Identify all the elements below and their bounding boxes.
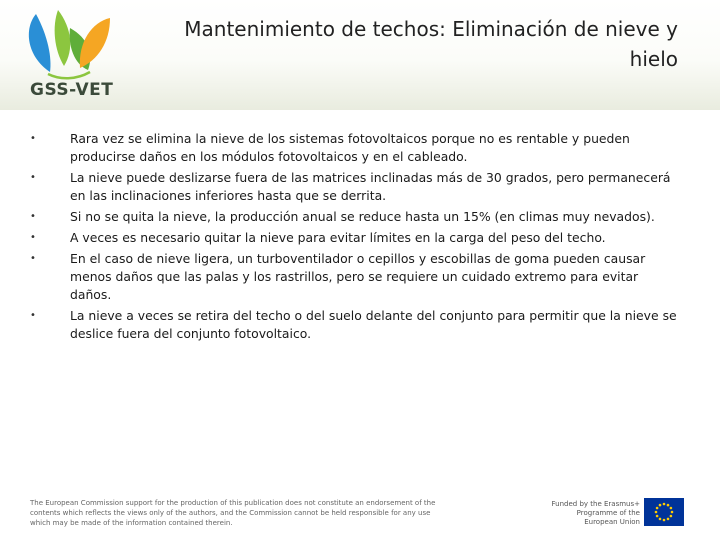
funded-by-text: Funded by the Erasmus+ Programme of the European Union [551, 500, 640, 526]
bullet-item [30, 130, 682, 166]
bullet-dot-icon: • [30, 253, 36, 264]
bullet-dot-icon: • [30, 172, 36, 183]
bullet-text: A veces es necesario quitar la nieve para evitar límites en la carga del peso del techo. [70, 230, 606, 245]
bullet-item [30, 169, 682, 205]
bullet-dot-icon: • [30, 310, 36, 321]
bullet-text: La nieve a veces se retira del techo o del suelo delante del conjunto para permitir que la nieve se deslice fuera del conjunto fotovoltaico. [70, 308, 677, 341]
bullet-text: La nieve puede deslizarse fuera de las matrices inclinadas más de 30 grados, pero permanecerá en las inclinaciones inferiores hasta que se derrita. [70, 170, 671, 203]
eu-flag-icon [644, 498, 684, 526]
bullet-list [30, 130, 682, 346]
bullet-text: En el caso de nieve ligera, un turboventilador o cepillos y escobillas de goma pueden causar menos daños que las palas y los rastrillos, pero se requiere un cuidado extremo para evitar daños. [70, 251, 646, 302]
bullet-item [30, 250, 682, 304]
footer-disclaimer: The European Commission support for the production of this publication does not constitute an endorsement of the contents which reflects the views only of the authors, and the Commission cannot be held responsible for any use which may be made of the information contained therein. [30, 499, 436, 527]
bullet-text: Rara vez se elimina la nieve de los sistemas fotovoltaicos porque no es rentable y pueden producirse daños en los módulos fotovoltaicos y en el cableado. [70, 131, 630, 164]
bullet-dot-icon: • [30, 133, 36, 144]
bullet-item [30, 208, 682, 226]
logo-text: GSS-VET [30, 80, 114, 100]
slide-title: Mantenimiento de techos: Eliminación de nieve y hielo [184, 17, 678, 71]
bullet-dot-icon: • [30, 211, 36, 222]
bullet-dot-icon: • [30, 232, 36, 243]
bullet-text: Si no se quita la nieve, la producción anual se reduce hasta un 15% (en climas muy nevados). [70, 209, 655, 224]
bullet-item [30, 307, 682, 343]
bullet-item [30, 229, 682, 247]
